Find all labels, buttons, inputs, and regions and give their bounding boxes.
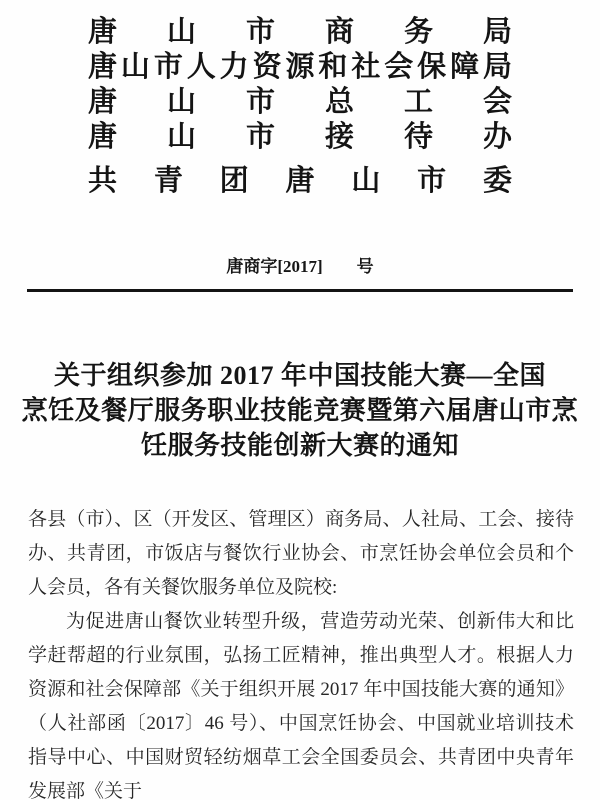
authority-line-reception-office: 唐山市接待办 (88, 121, 512, 153)
recipients-paragraph: 各县（市）、区（开发区、管理区）商务局、人社局、工会、接待办、共青团，市饭店与餐饮行业协会、市烹饪协会单位会员和个人会员，各有关餐饮服务单位及院校: (28, 509, 574, 598)
authority-line-federation-of-trade-unions: 唐山市总工会 (88, 86, 512, 118)
title-line-3: 饪服务技能创新大赛的通知 (140, 431, 459, 460)
document-number: 唐商字[2017] 号 (226, 257, 374, 276)
document-body (0, 503, 600, 800)
authority-line-communist-youth-league: 共青团唐山市委 (88, 165, 512, 197)
title-line-1: 关于组织参加 2017 年中国技能大赛—全国 (53, 361, 546, 390)
authority-line-commerce-bureau: 唐山市商务局 (88, 16, 512, 48)
header-divider-rule (27, 289, 573, 292)
body-paragraph: 为促进唐山餐饮业转型升级，营造劳动光荣、创新伟大和比学赶帮超的行业氛围，弘扬工匠精神，推出典型人才。根据人力资源和社会保障部《关于组织开展 2017 年中国技能大赛的通知》（人社部函〔2017〕46 号）、中国烹饪协会、中国就业培训技术指导中心、中国财贸轻纺烟草工会全国委员会、共青团中央青年发展部《关于 (28, 611, 574, 800)
authority-line-human-resources-bureau: 唐山市人力资源和社会保障局 (88, 51, 512, 83)
document-title (0, 358, 600, 463)
issuing-authorities-header (88, 15, 512, 199)
title-line-2: 烹饪及餐厅服务职业技能竞赛暨第六届唐山市烹 (21, 396, 579, 425)
